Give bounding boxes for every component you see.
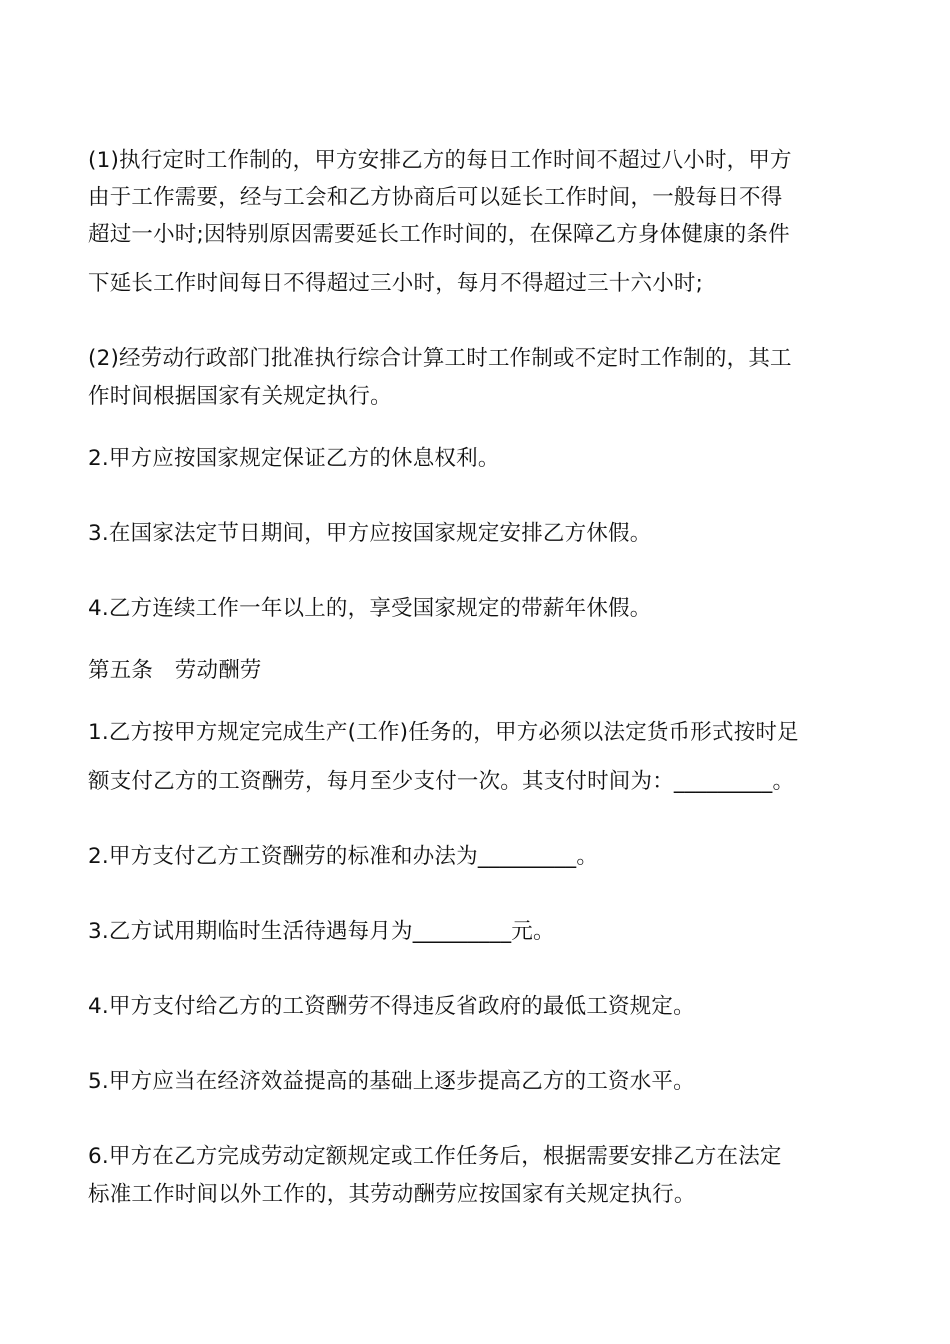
clause-2-line-2: 作时间根据国家有关规定执行。	[88, 384, 392, 409]
wage-item-6-line-1: 6.甲方在乙方完成劳动定额规定或工作任务后，根据需要安排乙方在法定	[88, 1144, 782, 1169]
clause-1-line-2: 由于工作需要，经与工会和乙方协商后可以延长工作时间，一般每日不得	[88, 185, 783, 210]
clause-1-line-3: 超过一小时;因特别原因需要延长工作时间的，在保障乙方身体健康的条件	[88, 222, 790, 247]
clause-1-line-1: (1)执行定时工作制的，甲方安排乙方的每日工作时间不超过八小时，甲方	[88, 148, 792, 173]
wage-item-2: 2.甲方支付乙方工资酬劳的标准和办法为_________。	[88, 844, 599, 869]
holiday-item: 3.在国家法定节日期间，甲方应按国家规定安排乙方休假。	[88, 521, 652, 546]
annual-leave-item: 4.乙方连续工作一年以上的，享受国家规定的带薪年休假。	[88, 596, 652, 621]
wage-item-4: 4.甲方支付给乙方的工资酬劳不得违反省政府的最低工资规定。	[88, 994, 695, 1019]
section-heading-5: 第五条 劳动酬劳	[88, 658, 262, 683]
wage-item-5: 5.甲方应当在经济效益提高的基础上逐步提高乙方的工资水平。	[88, 1069, 695, 1094]
clause-2-line-1: (2)经劳动行政部门批准执行综合计算工时工作制或不定时工作制的，其工	[88, 346, 792, 371]
wage-item-1-line-2: 额支付乙方的工资酬劳，每月至少支付一次。其支付时间为：_________。	[88, 769, 795, 794]
clause-1-line-4: 下延长工作时间每日不得超过三小时，每月不得超过三十六小时;	[88, 271, 704, 296]
rest-rights-item: 2.甲方应按国家规定保证乙方的休息权利。	[88, 446, 500, 471]
wage-item-3: 3.乙方试用期临时生活待遇每月为_________元。	[88, 919, 555, 944]
wage-item-1-line-1: 1.乙方按甲方规定完成生产(工作)任务的，甲方必须以法定货币形式按时足	[88, 720, 799, 745]
wage-item-6-line-2: 标准工作时间以外工作的，其劳动酬劳应按国家有关规定执行。	[88, 1182, 696, 1207]
